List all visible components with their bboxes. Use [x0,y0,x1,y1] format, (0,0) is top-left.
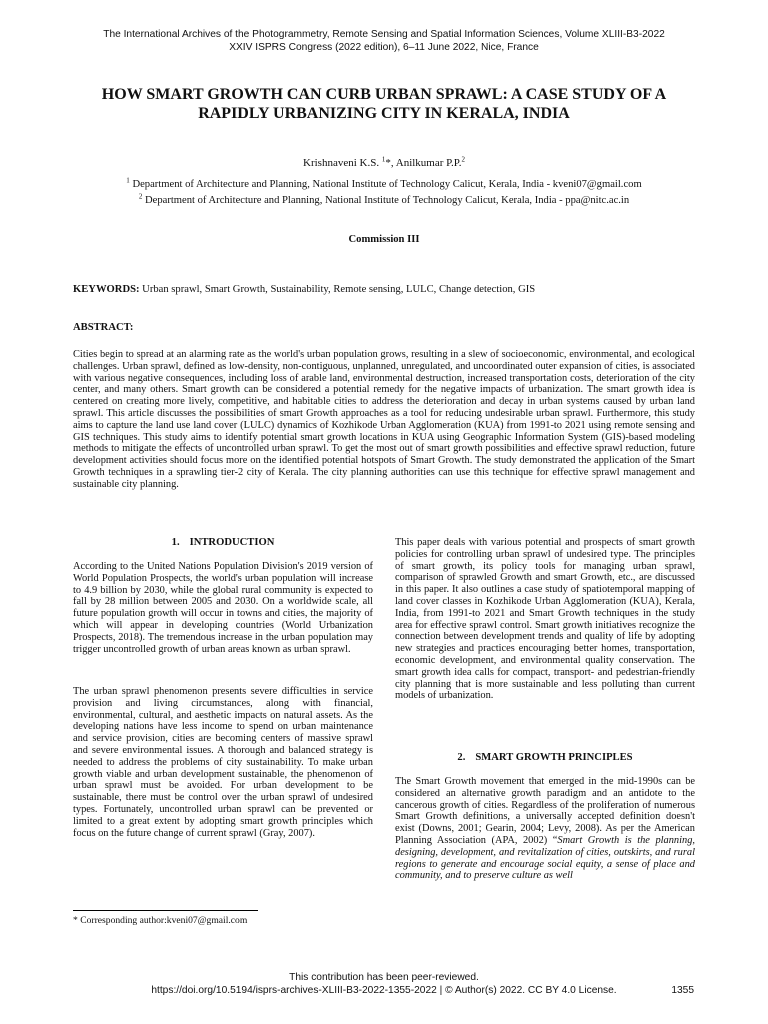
corresponding-mark: *, [385,157,396,169]
affiliation-2 [0,192,768,206]
section-number: 2. [457,752,466,763]
smart-growth-paragraph-1 [395,776,695,882]
author-affiliation-mark: 1 [381,155,386,164]
commission-label: Commission III [348,234,420,245]
author-line [0,157,768,169]
author-affiliation-mark: 2 [461,155,465,164]
paper-title: HOW SMART GROWTH CAN CURB URBAN SPRAWL: A CASE STUDY OF A RAPIDLY URBANIZING CITY IN KERALA, INDIA [101,86,667,122]
running-header-line2: XXIV ISPRS Congress (2022 edition), 6–11 June 2022, Nice, France [229,42,539,53]
intro-paragraph-3: This paper deals with various potential and prospects of smart growth policies for controlling urban sprawl of undesired type. The principles of smart growth, its policy tools for managing urban sprawl, comparison of sprawled Growth and smart Growth, etc., are discussed in this paper. It also outlines a case study of spatiotemporal mapping of land cover classes in Kozhikode Urban Agglomeration (KUA), Kerala, India, from 1991-to 2021 and Smart Growth techniques in the study area for effective sprawl control. Smart growth initiatives recognize the connection between development trends and quality of life by adopting new strategies and practices encouraging better homes, transportation, economic development, and environmental quality conservation. The smart growth idea calls for compact, transport- and pedestrian-friendly city planning that is more sustainable and less polluting than current models of urbanization. [395,537,695,702]
keywords [73,284,695,296]
keywords-text: Urban sprawl, Smart Growth, Sustainability, Remote sensing, LULC, Change detection, GIS [142,284,536,295]
section-heading-introduction [73,537,373,548]
footnote: * Corresponding author:kveni07@gmail.com [73,915,248,926]
apa-quote: Smart Growth is the planning, designing, development, and revitalization of cities, outskirts, and rural regions to generate and encourage social equity, a sense of place and community, and to preserve culture as well [395,834,695,882]
intro-paragraph-2: The urban sprawl phenomenon presents severe difficulties in service provision and living circumstances, along with financial, environmental, cultural, and aesthetic impacts on natural assets. As the developing nations have less income to spend on urban maintenance and service provision, cities are becoming centers of massive sprawl and severe environmental issues. A thorough and balanced strategy is needed to address the problems of city sustainability. To make urban growth viable and urban development sustainable, the phenomenon of urban sprawl must be avoided. For urban development to be sustainable, there must be control over the urban sprawl of undesired types. Fortunately, uncontrolled urban sprawl can be prevented or limited to a great extent by adopting smart growth principles which focus on the future change of current sprawl (Gray, 2007). [73,686,373,839]
affiliation-number: 2 [138,192,143,201]
keywords-label: KEYWORDS: [73,284,140,295]
section-heading-smart-growth [395,752,695,763]
affiliation-text: Department of Architecture and Planning, National Institute of Technology Calicut, Kerala, India - kveni07@gmail.com [132,179,642,190]
author-name: Anilkumar P.P. [395,157,462,169]
affiliation-number: 1 [126,176,130,185]
footer-doi-license: https://doi.org/10.5194/isprs-archives-XLIII-B3-2022-1355-2022 | © Author(s) 2022. CC BY 4.0 License. [151,985,617,996]
page-number: 1355 [671,985,694,996]
running-header-line1: The International Archives of the Photogrammetry, Remote Sensing and Spatial Information Sciences, Volume XLIII-B3-2022 [103,29,665,40]
section-title: INTRODUCTION [189,537,275,548]
intro-paragraph-1: According to the United Nations Population Division's 2019 version of World Population Prospects, the world's urban population will increase to 4.9 billion by 2030, while the global rural community is expected to fall by 28 million between 2005 and 2030. On a worldwide scale, all future population growth will occur in towns and cities, the majority of which will appear in developing countries (World Urbanization Prospects, 2018). The tremendous increase in the urban population may trigger uncontrolled growth of urban areas known as urban sprawl. [73,561,373,655]
paragraph-text: The Smart Growth movement that emerged in the mid-1990s can be considered an alternative growth paradigm and an antidote to the cancerous growth of cities. Regardless of the proliferation of numerous Smart Growth definitions, a universally accepted definition doesn't exist (Downs, 2001; Gearin, 2004; Levy, 2008). As per the American Planning Association (APA, 2002) “ [395,776,695,846]
footer-review-note: This contribution has been peer-reviewed. [289,972,479,983]
footnote-rule [73,910,258,911]
affiliation-text: Department of Architecture and Planning, National Institute of Technology Calicut, Kerala, India - ppa@nitc.ac.in [144,195,630,206]
author-name: Krishnaveni K.S. [303,157,380,169]
affiliation-1 [0,176,768,190]
section-title: SMART GROWTH PRINCIPLES [475,752,633,763]
section-number: 1. [171,537,180,548]
abstract-text: Cities begin to spread at an alarming rate as the world's urban population grows, resulting in a slew of socioeconomic, environmental, and ecological challenges. Urban sprawl, defined as low-density, non-contiguous, unplanned, unregulated, and uncoordinated outer expansion of cities, is associated with various negative consequences, including loss of arable land, environmental destruction, increased transportation costs, deterioration of the city center, and many others. Smart growth can be considered a potential remedy for the negative impacts of urbanization. The smart growth idea is centered on creating more lively, competitive, and habitable cities to address the deterioration and decay in urban systems caused by urban land sprawl. This article discusses the possibilities of smart Growth approaches as a tool for reducing undesirable urban sprawl. Furthermore, this study aims to capture the land use land cover (LULC) dynamics of Kozhikode Urban Agglomeration (KUA) from 1991-to 2021 using remote sensing and GIS techniques. This study aims to identify potential smart growth locations in KUA using Geographic Information System (GIS)-based modeling methods to mitigate the effects of uncontrolled urban sprawl. To get the most out of smart growth possibilities and effective sprawl reduction, future development activities should focus more on the identified potential hotspots of Smart Growth. The study demonstrated the application of the Smart Growth techniques in a sprawling tier-2 city of Kerala. The city planning authorities can use this technique for effective sprawl management and sustainable city planning. [73,349,695,490]
abstract-heading: ABSTRACT: [73,322,134,333]
